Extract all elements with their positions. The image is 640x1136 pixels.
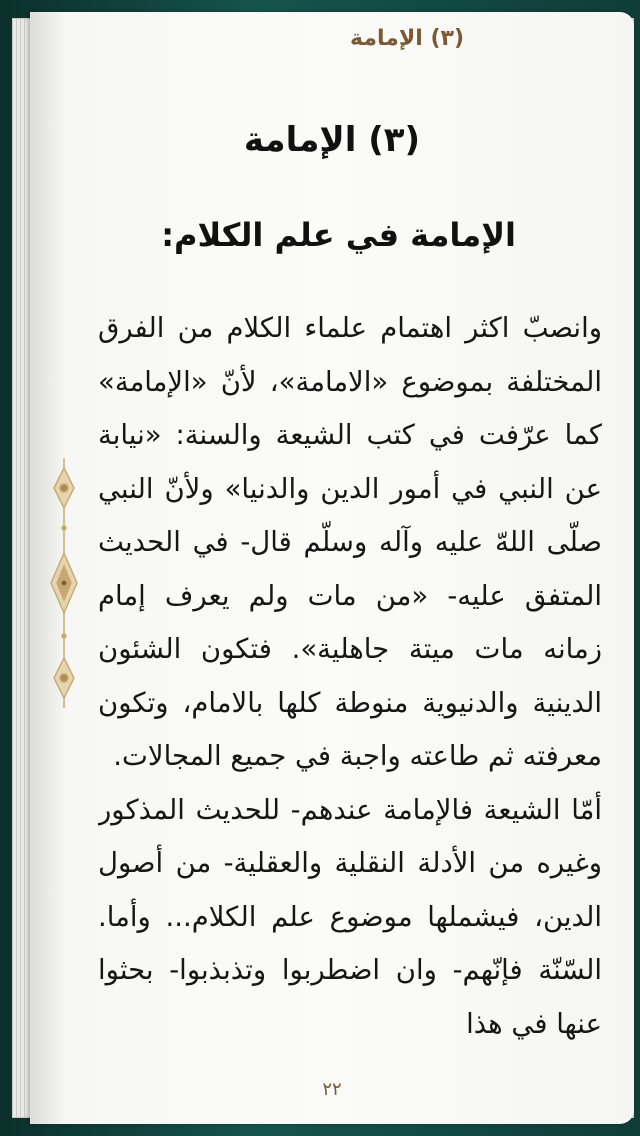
page-number: ٢٢ bbox=[322, 1079, 342, 1100]
running-header: (٣) الإمامة bbox=[350, 26, 464, 51]
book-page[interactable] bbox=[30, 12, 634, 1124]
chapter-title: (٣) الإمامة bbox=[243, 120, 421, 160]
paragraph: أمّا الشيعة فالإمامة عندهم- للحديث المذكور وغيره من الأدلة النقلية والعقلية- من أصول الدين، فيشملها موضوع علم الكلام... وأما. السّنّة فإنّهم- وان اضطربوا وتذبذبوا- بحثوا عنها في هذا bbox=[98, 793, 602, 1040]
section-title: الإمامة في علم الكلام: bbox=[161, 216, 516, 254]
body-text bbox=[98, 302, 602, 1070]
ornament-icon bbox=[50, 458, 78, 708]
paragraph: وانصبّ اكثر اهتمام علماء الكلام من الفرق المختلفة بموضوع «الامامة»، لأنّ «الإمامة» كما عرّفت في كتب الشيعة والسنة: «نيابة عن النبي في أمور الدين والدنيا» ولأنّ النبي صلّى اللهّ عليه وآله وسلّم قال- في الحديث المتفق عليه- «من مات ولم يعرف إمام زمانه مات ميتة جاهلية». فتكون الشئون الدينية والدنيوية منوطة كلها بالامام، وتكون معرفته ثم طاعته واجبة في جميع المجالات. bbox=[98, 312, 602, 772]
